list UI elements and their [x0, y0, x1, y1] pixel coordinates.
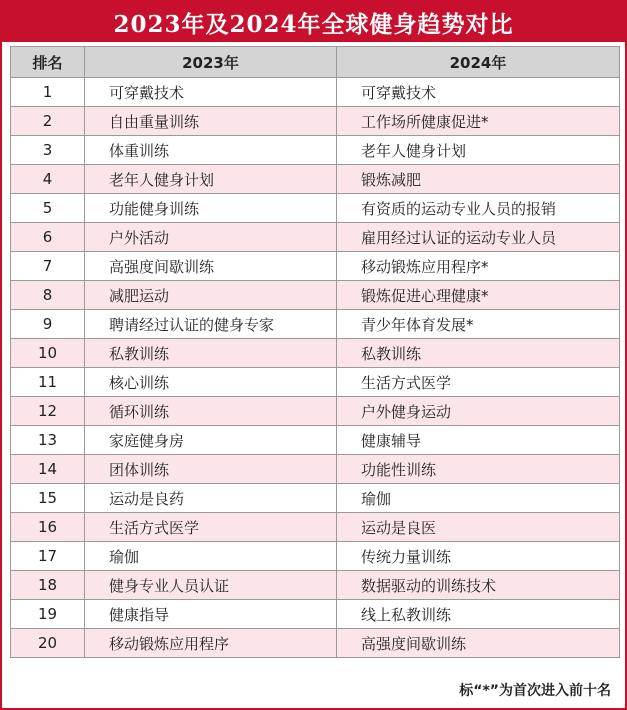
table-row: [11, 252, 620, 281]
rank-cell: 20: [11, 629, 85, 658]
table-header-row: [11, 47, 620, 78]
trend-2023-cell: 功能健身训练: [85, 194, 337, 223]
rank-cell: 16: [11, 513, 85, 542]
trend-2023-cell: 聘请经过认证的健身专家: [85, 310, 337, 339]
rank-cell: 8: [11, 281, 85, 310]
trend-2023-cell: 瑜伽: [85, 542, 337, 571]
rank-cell: 7: [11, 252, 85, 281]
trend-2024-cell: 可穿戴技术: [337, 78, 620, 107]
trend-2023-cell: 健康指导: [85, 600, 337, 629]
trend-2024-cell: 功能性训练: [337, 455, 620, 484]
rank-cell: 4: [11, 165, 85, 194]
trend-2024-cell: 工作场所健康促进*: [337, 107, 620, 136]
trend-2024-cell: 健康辅导: [337, 426, 620, 455]
trend-2023-cell: 私教训练: [85, 339, 337, 368]
table-row: [11, 426, 620, 455]
trend-2023-cell: 生活方式医学: [85, 513, 337, 542]
trend-2023-cell: 户外活动: [85, 223, 337, 252]
table-row: [11, 542, 620, 571]
trend-2024-cell: 高强度间歇训练: [337, 629, 620, 658]
table-row: [11, 165, 620, 194]
rank-cell: 2: [11, 107, 85, 136]
trend-2024-cell: 青少年体育发展*: [337, 310, 620, 339]
trend-2024-cell: 生活方式医学: [337, 368, 620, 397]
rank-cell: 3: [11, 136, 85, 165]
column-header-2024: 2024年: [337, 47, 620, 78]
rank-cell: 1: [11, 78, 85, 107]
table-row: [11, 571, 620, 600]
rank-cell: 10: [11, 339, 85, 368]
table-row: [11, 513, 620, 542]
rank-cell: 17: [11, 542, 85, 571]
rank-cell: 6: [11, 223, 85, 252]
trend-2023-cell: 自由重量训练: [85, 107, 337, 136]
table-row: [11, 600, 620, 629]
trend-2024-cell: 有资质的运动专业人员的报销: [337, 194, 620, 223]
trend-2023-cell: 团体训练: [85, 455, 337, 484]
trend-2024-cell: 数据驱动的训练技术: [337, 571, 620, 600]
page-title: 2023年及2024年全球健身趋势对比: [2, 2, 625, 42]
trend-2023-cell: 家庭健身房: [85, 426, 337, 455]
table-row: [11, 78, 620, 107]
column-header-2023: 2023年: [85, 47, 337, 78]
rank-cell: 12: [11, 397, 85, 426]
trend-2024-cell: 线上私教训练: [337, 600, 620, 629]
trend-2023-cell: 运动是良药: [85, 484, 337, 513]
table-row: [11, 310, 620, 339]
rank-cell: 18: [11, 571, 85, 600]
trend-2023-cell: 老年人健身计划: [85, 165, 337, 194]
trend-2023-cell: 移动锻炼应用程序: [85, 629, 337, 658]
trend-2024-cell: 私教训练: [337, 339, 620, 368]
rank-cell: 5: [11, 194, 85, 223]
trend-2023-cell: 可穿戴技术: [85, 78, 337, 107]
trends-table: [10, 46, 620, 658]
table-row: [11, 455, 620, 484]
trend-2024-cell: 运动是良医: [337, 513, 620, 542]
trend-2023-cell: 循环训练: [85, 397, 337, 426]
table-row: [11, 194, 620, 223]
trend-2024-cell: 传统力量训练: [337, 542, 620, 571]
table-row: [11, 281, 620, 310]
trend-2023-cell: 体重训练: [85, 136, 337, 165]
trend-2023-cell: 健身专业人员认证: [85, 571, 337, 600]
table-row: [11, 107, 620, 136]
column-header-rank: 排名: [11, 47, 85, 78]
rank-cell: 9: [11, 310, 85, 339]
table-row: [11, 223, 620, 252]
rank-cell: 11: [11, 368, 85, 397]
trend-2023-cell: 高强度间歇训练: [85, 252, 337, 281]
table-row: [11, 397, 620, 426]
rank-cell: 14: [11, 455, 85, 484]
rank-cell: 13: [11, 426, 85, 455]
table-row: [11, 484, 620, 513]
trend-2024-cell: 老年人健身计划: [337, 136, 620, 165]
rank-cell: 19: [11, 600, 85, 629]
trend-2023-cell: 减肥运动: [85, 281, 337, 310]
trend-2024-cell: 瑜伽: [337, 484, 620, 513]
trend-2024-cell: 移动锻炼应用程序*: [337, 252, 620, 281]
table-row: [11, 136, 620, 165]
table-row: [11, 339, 620, 368]
trend-2024-cell: 锻炼减肥: [337, 165, 620, 194]
rank-cell: 15: [11, 484, 85, 513]
trend-2023-cell: 核心训练: [85, 368, 337, 397]
trend-2024-cell: 锻炼促进心理健康*: [337, 281, 620, 310]
trend-2024-cell: 户外健身运动: [337, 397, 620, 426]
table-row: [11, 629, 620, 658]
footnote: 标“*”为首次进入前十名: [459, 683, 611, 699]
table-row: [11, 368, 620, 397]
trend-2024-cell: 雇用经过认证的运动专业人员: [337, 223, 620, 252]
